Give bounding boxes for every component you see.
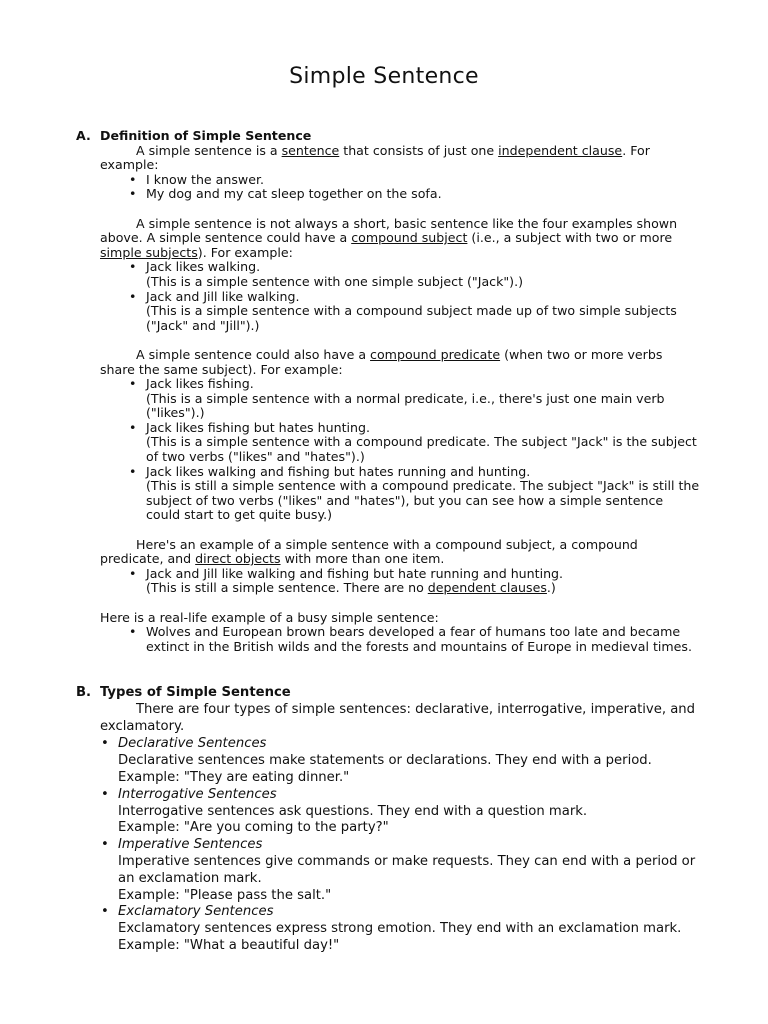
section-a-title: Definition of Simple Sentence	[100, 128, 312, 143]
type-example: Example: "What a beautiful day!"	[118, 937, 340, 953]
example-text: Jack and Jill like walking.	[146, 288, 300, 304]
example-list-3	[76, 377, 700, 523]
link-simple-subjects[interactable]: simple subjects	[100, 244, 198, 260]
example-text: My dog and my cat sleep together on the sofa.	[146, 186, 442, 202]
text: (This is still a simple sentence. There are no	[146, 580, 428, 596]
text: (when two or more verbs share the same subject). For example:	[100, 346, 663, 377]
bullet-icon: •	[129, 186, 137, 202]
example-text: Jack and Jill like walking and fishing but hate running and hunting.	[146, 565, 564, 581]
section-a-letter: A.	[76, 128, 91, 143]
paragraph-compound-subject	[76, 217, 700, 261]
example-text: Jack likes fishing.	[146, 376, 254, 392]
type-description: Exclamatory sentences express strong emotion. They end with an exclamation mark.	[118, 921, 682, 937]
list-item	[129, 171, 700, 188]
example-text: Jack likes walking.	[146, 259, 261, 275]
example-list-2	[76, 260, 700, 333]
bullet-icon: •	[129, 624, 137, 640]
bullet-icon: •	[101, 786, 109, 802]
example-note: (This is still a simple sentence with a compound predicate. The subject "Jack" is still the subject of two verbs ("likes" and "hates"), but you can see how a simple sentence could start to get quite busy.)	[146, 478, 700, 523]
paragraph-direct-objects	[76, 538, 700, 567]
text: .)	[546, 580, 556, 596]
type-example: Example: "They are eating dinner."	[118, 769, 350, 785]
section-b-title: Types of Simple Sentence	[100, 685, 291, 700]
bullet-icon: •	[129, 259, 137, 275]
list-item	[129, 565, 700, 596]
bullet-icon: •	[129, 288, 137, 304]
type-description: Interrogative sentences ask questions. They end with a question mark.	[118, 803, 588, 819]
example-text: Wolves and European brown bears developed a fear of humans too late and became extinct in the British wilds and the forests and mountains of Europe in medieval times.	[146, 624, 692, 654]
paragraph-types-intro: There are four types of simple sentences: declarative, interrogative, imperative, and exclamatory.	[100, 701, 696, 734]
example-text: Jack likes fishing but hates hunting.	[146, 419, 370, 435]
text: A simple sentence could also have a	[136, 346, 371, 362]
text: ). For example:	[197, 244, 293, 260]
text: A simple sentence is not always a short, basic sentence like the four examples shown above. A simple sentence could have a	[100, 215, 678, 246]
section-b	[76, 685, 700, 955]
link-dependent-clauses[interactable]: dependent clauses	[427, 580, 547, 596]
list-item	[129, 186, 700, 202]
text: that consists of just one	[339, 142, 499, 158]
type-example: Example: "Are you coming to the party?"	[118, 820, 389, 836]
text: Here's an example of a simple sentence with a compound subject, a compound predicate, and	[100, 536, 638, 567]
section-b-letter: B.	[76, 685, 92, 700]
example-list-1	[76, 173, 700, 202]
example-note: (This is a simple sentence with a normal predicate, i.e., there's just one main verb ("likes").)	[146, 390, 665, 421]
type-example: Example: "Please pass the salt."	[118, 887, 332, 903]
section-a	[76, 129, 700, 654]
bullet-icon: •	[101, 736, 109, 752]
text: A simple sentence is a	[136, 142, 282, 158]
bullet-icon: •	[129, 376, 137, 392]
link-direct-objects[interactable]: direct objects	[195, 551, 281, 567]
example-list-4	[76, 567, 700, 596]
text: . For example:	[100, 142, 650, 173]
list-item	[76, 787, 700, 837]
link-compound-predicate[interactable]: compound predicate	[370, 346, 501, 362]
bullet-icon: •	[129, 419, 137, 435]
link-independent-clause[interactable]: independent clause	[498, 142, 623, 158]
type-name: Declarative Sentences	[118, 736, 267, 752]
list-item	[129, 624, 700, 654]
example-list-5	[76, 625, 700, 654]
page-title: Simple Sentence	[289, 64, 479, 89]
bullet-icon: •	[129, 463, 137, 479]
link-compound-subject[interactable]: compound subject	[351, 230, 468, 246]
paragraph-compound-predicate	[76, 348, 700, 377]
list-item	[76, 904, 700, 954]
list-item	[129, 463, 700, 523]
type-name: Exclamatory Sentences	[118, 904, 274, 920]
example-note: (This is a simple sentence with a compound subject made up of two simple subjects ("Jack" and "Jill").)	[146, 303, 677, 333]
text: with more than one item.	[280, 551, 445, 567]
type-description: Declarative sentences make statements or declarations. They end with a period.	[118, 753, 652, 769]
link-sentence[interactable]: sentence	[281, 142, 340, 158]
list-item	[76, 837, 700, 904]
section-b-heading	[76, 685, 700, 702]
list-item	[129, 259, 700, 289]
example-text: I know the answer.	[146, 171, 265, 187]
text: (i.e., a subject with two or more	[467, 230, 673, 246]
list-item	[129, 419, 700, 465]
paragraph-definition	[76, 144, 700, 173]
type-description: Imperative sentences give commands or make requests. They can end with a period or an exclamation mark.	[118, 853, 696, 886]
list-item	[129, 288, 700, 334]
bullet-icon: •	[129, 565, 137, 581]
list-item	[76, 736, 700, 786]
types-list	[76, 736, 700, 954]
example-text: Jack likes walking and fishing but hates running and hunting.	[146, 463, 531, 479]
bullet-icon: •	[101, 837, 109, 853]
example-note: (This is a simple sentence with one simple subject ("Jack").)	[146, 273, 524, 289]
type-name: Interrogative Sentences	[118, 786, 277, 802]
paragraph-real-life: Here is a real-life example of a busy simple sentence:	[100, 609, 439, 625]
list-item	[129, 376, 700, 421]
section-a-heading	[76, 129, 700, 144]
type-name: Imperative Sentences	[118, 837, 263, 853]
bullet-icon: •	[101, 904, 109, 920]
example-note	[146, 581, 700, 596]
example-note: (This is a simple sentence with a compound predicate. The subject "Jack" is the subject of two verbs ("likes" and "hates").)	[146, 434, 697, 465]
bullet-icon: •	[129, 171, 137, 187]
